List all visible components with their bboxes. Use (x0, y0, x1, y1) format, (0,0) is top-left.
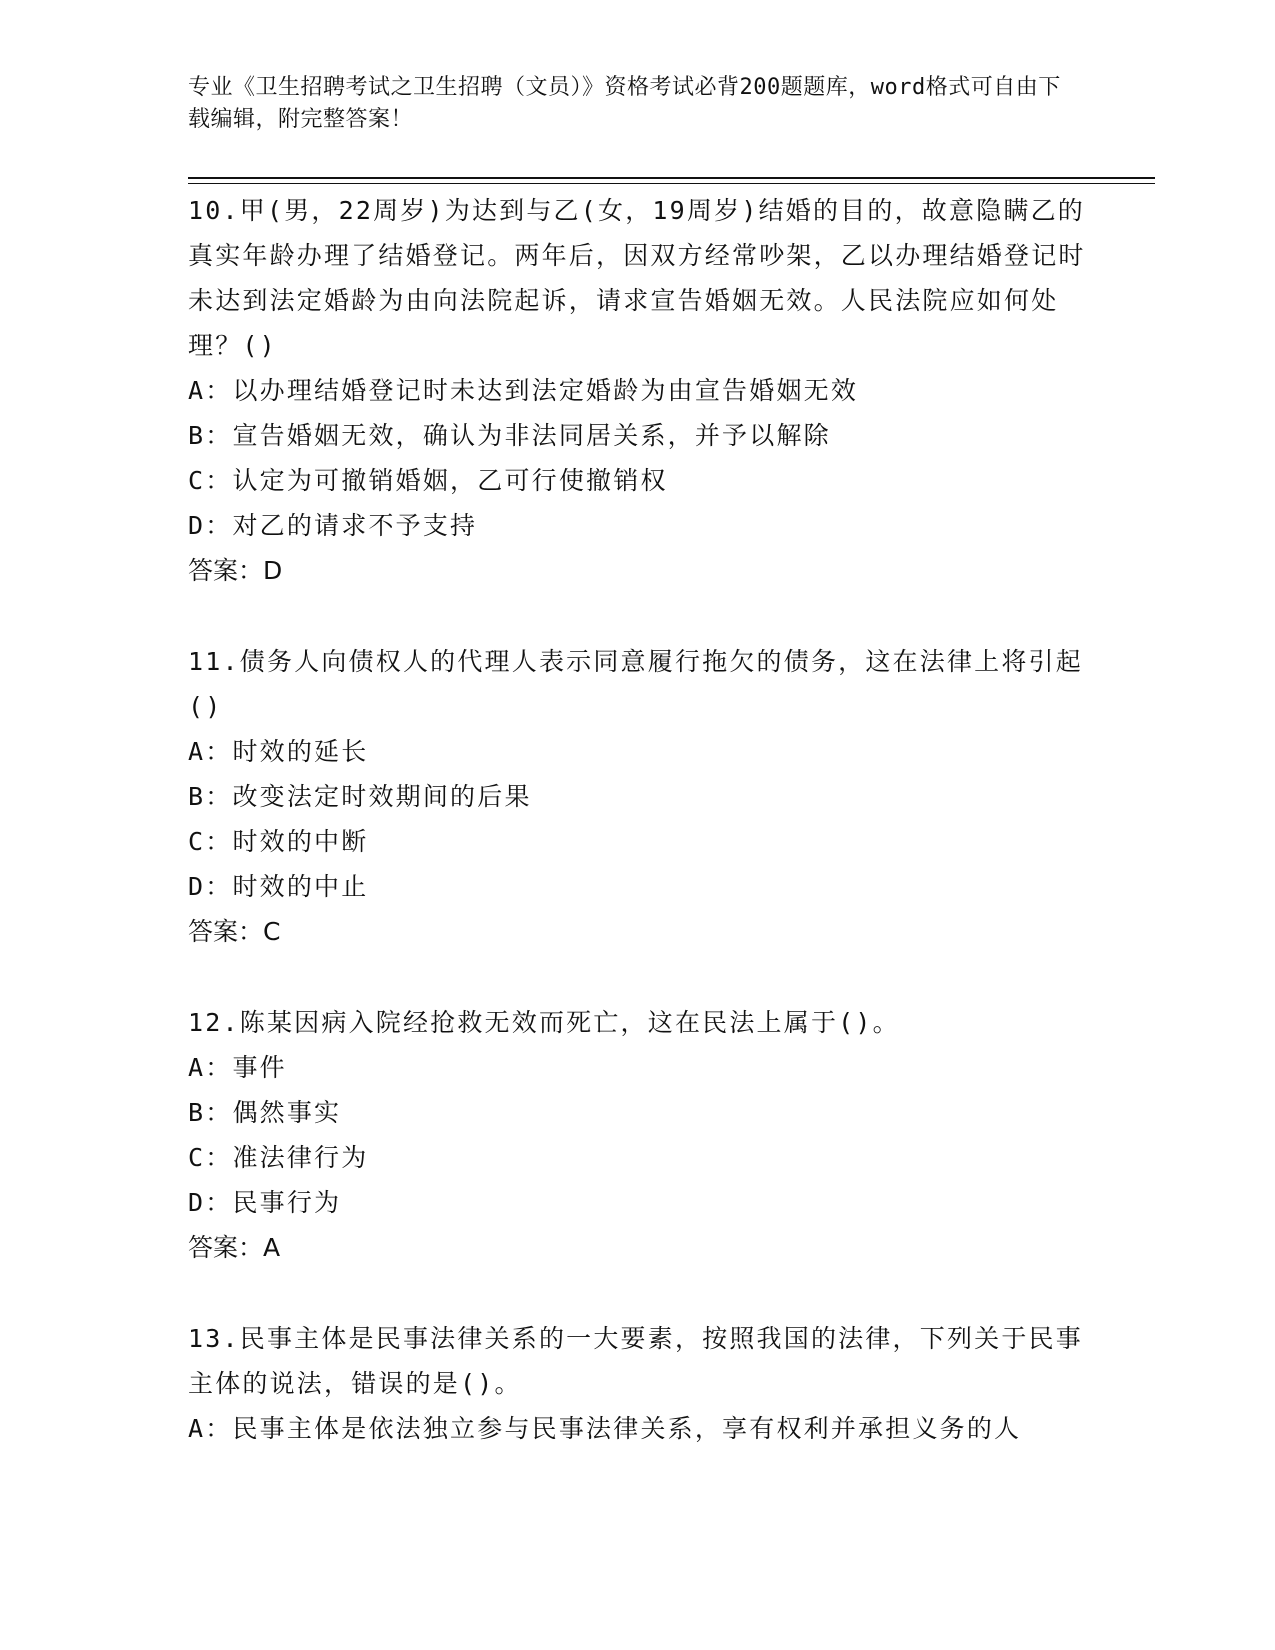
option-d: D：民事行为 (188, 1188, 342, 1217)
option-b: B：偶然事实 (188, 1098, 342, 1127)
question-spacer (188, 954, 1088, 1000)
option-a: A：民事主体是依法独立参与民事法律关系，享有权利并承担义务的人 (188, 1414, 1022, 1443)
option-a: A：事件 (188, 1053, 287, 1082)
question-stem: 11.债务人向债权人的代理人表示同意履行拖欠的债务，这在法律上将引起() (188, 647, 1083, 721)
option-b: B：宣告婚姻无效，确认为非法同居关系，并予以解除 (188, 421, 831, 450)
question-stem: 10.甲(男，22周岁)为达到与乙(女，19周岁)结婚的目的，故意隐瞒乙的真实年龄办理了结婚登记。两年后，因双方经常吵架，乙以办理结婚登记时未达到法定婚龄为由向法院起诉，请求宣告婚姻无效。人民法院应如何处理？() (188, 196, 1086, 360)
question-11 (188, 639, 1088, 954)
header-divider-thick (188, 177, 1155, 179)
question-spacer (188, 593, 1088, 639)
answer-line: 答案：C (188, 917, 281, 946)
option-d: D：时效的中止 (188, 872, 369, 901)
option-b: B：改变法定时效期间的后果 (188, 782, 532, 811)
question-13 (188, 1316, 1088, 1451)
question-stem: 12.陈某因病入院经抢救无效而死亡，这在民法上属于()。 (188, 1008, 900, 1037)
answer-line: 答案：D (188, 556, 283, 585)
question-spacer (188, 1270, 1088, 1316)
option-d: D：对乙的请求不予支持 (188, 511, 478, 540)
answer-line: 答案：A (188, 1233, 281, 1262)
question-12 (188, 1000, 1088, 1270)
question-stem: 13.民事主体是民事法律关系的一大要素，按照我国的法律，下列关于民事主体的说法，错误的是()。 (188, 1324, 1083, 1398)
option-c: C：准法律行为 (188, 1143, 369, 1172)
option-c: C：认定为可撤销婚姻，乙可行使撤销权 (188, 466, 668, 495)
document-title: 专业《卫生招聘考试之卫生招聘（文员）》资格考试必背200题题库，word格式可自由下载编辑，附完整答案！ (188, 75, 1061, 132)
option-c: C：时效的中断 (188, 827, 369, 856)
option-a: A：以办理结婚登记时未达到法定婚龄为由宣告婚姻无效 (188, 376, 859, 405)
header-divider-thin (188, 183, 1155, 184)
option-a: A：时效的延长 (188, 737, 369, 766)
question-10 (188, 188, 1088, 593)
question-list (188, 188, 1088, 1451)
